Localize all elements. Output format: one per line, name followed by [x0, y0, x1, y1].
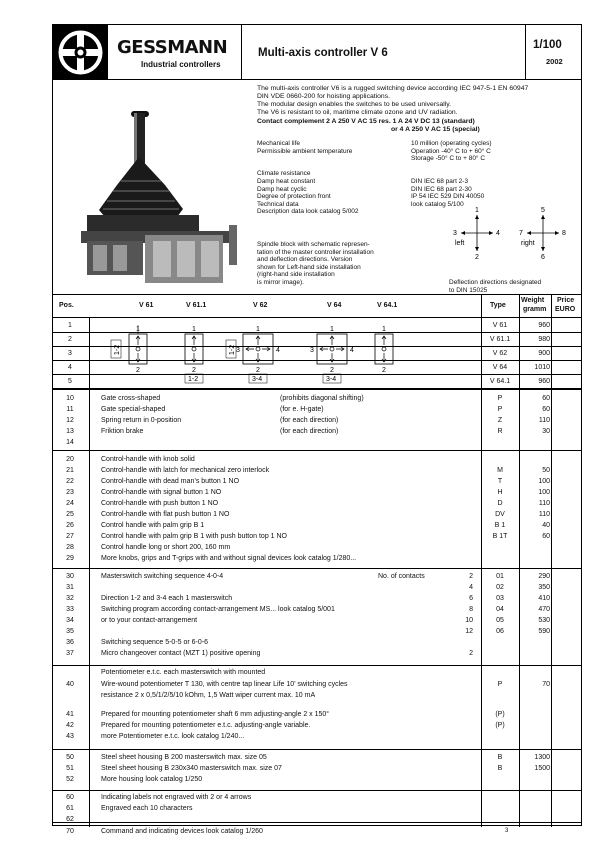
row-pos: 2	[68, 336, 72, 343]
row-type: (P)	[495, 711, 505, 718]
row-type: B 1T	[492, 533, 508, 540]
row-pos: 70	[66, 828, 74, 835]
d611-top: 1	[192, 326, 196, 333]
d641-bottom: 2	[382, 367, 386, 374]
row-w: 1300	[534, 754, 550, 761]
row-w: 110	[538, 500, 550, 507]
row-desc: Control handle with palm grip B 1	[101, 522, 205, 529]
row-desc: Direction 1-2 and 3-4 each 1 masterswitch	[101, 595, 233, 602]
row-desc: Potentiometer e.t.c. each masterswitch with mounted	[101, 669, 266, 676]
row-desc: Command and indicating devices look catalog 1/260	[101, 828, 263, 835]
row-ncv: 4	[469, 584, 473, 591]
d62-top: 1	[256, 326, 260, 333]
spec-value: look catalog 5/100	[411, 200, 464, 208]
row-w: 350	[538, 584, 550, 591]
dir-8-label: 8	[562, 230, 566, 237]
caption-line: to DIN 15025	[449, 286, 488, 294]
row-pos: 10	[66, 395, 74, 402]
d64-top: 1	[330, 326, 334, 333]
dir-2-label: 2	[475, 254, 479, 261]
col-price-unit: EURO	[555, 306, 576, 313]
row-type: D	[497, 500, 503, 507]
row-type: Z	[497, 417, 503, 424]
row-desc: Masterswitch switching sequence 4-0-4	[101, 573, 224, 580]
row-type: P	[497, 681, 503, 688]
spec-value: Storage -50° C to + 80° C	[411, 155, 486, 163]
spec-value: DIN IEC 68 part 2-30	[411, 185, 472, 193]
spec-label: Damp heat constant	[257, 177, 316, 185]
document-number: 1/100	[533, 39, 562, 51]
right-label: right	[521, 240, 535, 247]
row-type: V 61.1	[489, 336, 511, 343]
col-v611: V 61.1	[186, 302, 207, 309]
spindle-line: shown for Left-hand side installation	[257, 263, 361, 271]
datasheet	[52, 24, 582, 835]
row-pos: 41	[66, 711, 74, 718]
row-note: (for each direction)	[280, 428, 339, 435]
row-pos: 34	[66, 617, 74, 624]
row-w: 60	[542, 395, 550, 402]
row-pos: 12	[66, 417, 74, 424]
row-pos: 5	[68, 378, 72, 385]
d62-bottom: 2	[256, 367, 260, 374]
row-desc: Gate special-shaped	[101, 406, 166, 413]
spindle-line: and deflection directions. Version	[257, 256, 353, 264]
d61-side: 1-2	[114, 344, 121, 355]
spec-label: Description data look catalog 5/002	[257, 208, 359, 216]
d62-left: 3	[236, 347, 240, 354]
intro-text	[257, 85, 577, 134]
row-desc: Gate cross-shaped	[101, 395, 161, 402]
row-pos: 52	[66, 776, 74, 783]
row-pos: 26	[66, 522, 74, 529]
row-w: 1500	[534, 765, 550, 772]
row-pos: 4	[68, 364, 72, 371]
dir-4-label: 4	[496, 230, 500, 237]
d641-top: 1	[382, 326, 386, 333]
row-note: (for e. H-gate)	[280, 406, 324, 413]
dir-3-label: 3	[453, 230, 457, 237]
row-pos: 60	[66, 794, 74, 801]
row-desc: Indicating labels not engraved with 2 or 4 arrows	[101, 794, 252, 801]
spec-label: Technical data	[257, 200, 299, 208]
row-pos: 27	[66, 533, 74, 540]
row-weight: 1010	[534, 364, 550, 371]
switch-diagrams	[109, 322, 449, 386]
row-pos: 11	[66, 406, 74, 413]
row-w: 290	[538, 573, 550, 580]
row-weight: 960	[538, 322, 550, 329]
header	[53, 25, 581, 80]
row-type: V 64.1	[489, 378, 511, 385]
spec-label: Damp heat cyclic	[257, 185, 307, 193]
row-type: 02	[496, 584, 504, 591]
spec-value: Operation -40° C to + 60° C	[411, 147, 491, 155]
row-desc: Friktion brake	[101, 428, 144, 435]
row-pos: 28	[66, 544, 74, 551]
row-ncv: 10	[465, 617, 473, 624]
row-pos: 36	[66, 639, 74, 646]
row-desc: Prepared for mounting potentiometer shaft 6 mm adjusting-angle 2 x 150°	[101, 711, 330, 718]
d64-bottom: 2	[330, 367, 334, 374]
col-weight-unit: gramm	[523, 306, 547, 313]
intro-line: The modular design enables the switches to be used universally.	[257, 101, 452, 108]
row-w: 30	[542, 428, 550, 435]
row-desc: or to your contact-arrangement	[101, 617, 198, 624]
row-desc: resistance 2 x 0,5/1/2/5/10 kOhm, 1,5 Watt wiper current max. 10 mA	[101, 692, 316, 699]
page-number: 3	[505, 828, 509, 834]
row-desc: Control-handle with knob solid	[101, 456, 195, 463]
row-w: 60	[542, 406, 550, 413]
row-w: 100	[538, 478, 550, 485]
d64-right: 4	[350, 347, 354, 354]
row-weight: 900	[538, 350, 550, 357]
row-pos: 42	[66, 722, 74, 729]
brand-name: GESSMANN	[117, 37, 228, 58]
row-type: R	[497, 428, 503, 435]
row-pos: 35	[66, 628, 74, 635]
spec-label	[257, 155, 411, 163]
spec-label: Permissible ambient temperature	[257, 147, 353, 155]
col-v64: V 64	[327, 302, 342, 309]
d611-sub: 1-2	[188, 376, 199, 383]
row-desc: Control-handle with latch for mechanical zero interlock	[101, 467, 270, 474]
spindle-note	[257, 241, 407, 287]
row-desc: Switching program according contact-arrangement MS... look catalog 5/001	[101, 606, 335, 613]
row-desc: Micro changeover contact (MZT 1) positive opening	[101, 650, 261, 657]
row-weight: 960	[538, 378, 550, 385]
row-desc: Switching sequence 5-0-5 or 6-0-6	[101, 639, 209, 646]
spindle-line: tation of the master controller installation	[257, 248, 374, 256]
dir-7-label: 7	[519, 230, 523, 237]
dir-6-label: 6	[541, 254, 545, 261]
col-pos: Pos.	[59, 302, 74, 309]
intro-line: DIN VDE 0660-200 for hoisting applications.	[257, 93, 390, 100]
d61-bottom: 2	[136, 367, 140, 374]
spec-label: Climate resistance	[257, 170, 311, 178]
row-ncv: 2	[469, 573, 473, 580]
d64-sub: 3-4	[326, 376, 337, 383]
row-type: DV	[495, 511, 505, 518]
col-v641: V 64.1	[377, 302, 398, 309]
spec-value: IP 54 IEC 529 DIN 40050	[411, 193, 485, 201]
spindle-line: is mirror image).	[257, 278, 304, 286]
row-pos: 25	[66, 511, 74, 518]
product-image	[61, 85, 251, 290]
row-type: V 64	[492, 364, 508, 371]
row-w: 110	[538, 417, 550, 424]
row-w: 60	[542, 533, 550, 540]
row-w: 470	[538, 606, 550, 613]
row-pos: 29	[66, 555, 74, 562]
row-w: 40	[542, 522, 550, 529]
row-w: 70	[542, 681, 550, 688]
row-pos: 50	[66, 754, 74, 761]
row-desc: Control handle with palm grip B 1 with push button top 1 NO	[101, 533, 287, 540]
row-w: 530	[538, 617, 550, 624]
row-type: H	[497, 489, 503, 496]
row-weight: 980	[538, 336, 550, 343]
row-pos: 37	[66, 650, 74, 657]
row-w: 50	[542, 467, 550, 474]
row-type: P	[497, 395, 503, 402]
row-pos: 33	[66, 606, 74, 613]
row-ncv: 8	[469, 606, 473, 613]
d611-bottom: 2	[192, 367, 196, 374]
row-ncv: 12	[465, 628, 473, 635]
row-type: (P)	[495, 722, 505, 729]
row-desc: Control-handle with signal button 1 NO	[101, 489, 222, 496]
row-pos: 62	[66, 816, 74, 823]
gessmann-logo-icon	[53, 25, 108, 80]
row-type: B	[497, 754, 503, 761]
row-desc: Control-handle with flat push button 1 NO	[101, 511, 230, 518]
row-type: 01	[496, 573, 504, 580]
d62-sub: 3-4	[252, 376, 263, 383]
row-nc: No. of contacts	[378, 573, 425, 580]
spindle-line: Spindle block with schematic represen-	[257, 241, 370, 248]
left-label: left	[455, 240, 465, 247]
row-pos: 32	[66, 595, 74, 602]
row-pos: 21	[66, 467, 74, 474]
brand-subtitle: Industrial controllers	[141, 60, 221, 69]
row-note: (for each direction)	[280, 417, 339, 424]
deflection-caption	[449, 279, 541, 294]
row-pos: 20	[66, 456, 74, 463]
row-type: B 1	[494, 522, 506, 529]
spec-value: 10 million (operating cycles)	[411, 140, 492, 147]
row-desc: Steel sheet housing B 230x340 masterswitch max. size 07	[101, 765, 282, 772]
row-type: 06	[496, 628, 504, 635]
col-price: Price	[557, 297, 575, 304]
table-header	[53, 294, 581, 318]
page-title: Multi-axis controller V 6	[258, 47, 388, 59]
row-desc: More housing look catalog 1/250	[101, 776, 203, 783]
intro-line: The V6 is resistant to oil, maritime climate ozone and UV radiation.	[257, 109, 458, 116]
col-v62: V 62	[253, 302, 268, 309]
dir-5-label: 5	[541, 207, 545, 214]
row-w: 110	[538, 511, 550, 518]
row-pos: 22	[66, 478, 74, 485]
row-desc: Engraved each 10 characters	[101, 805, 193, 812]
row-pos: 23	[66, 489, 74, 496]
row-ncv: 6	[469, 595, 473, 602]
d61-top: 1	[136, 326, 140, 333]
col-weight: Weight	[521, 297, 545, 304]
intro-line: The multi-axis controller V6 is a rugged switching device according IEC 947-5-1 EN 60947	[257, 85, 529, 92]
row-desc: Wire-wound potentiometer T 130, with centre tap linear Life 10’ switching cycles	[101, 681, 348, 688]
row-note: (prohibits diagonal shifting)	[280, 395, 364, 402]
spindle-line: (right-hand side installation	[257, 271, 335, 279]
row-pos: 1	[68, 322, 72, 329]
row-pos: 31	[66, 584, 74, 591]
row-desc: Control-handle with dead man’s button 1 NO	[101, 478, 240, 485]
row-pos: 24	[66, 500, 74, 507]
caption-line: Deflection directions designated	[449, 279, 542, 286]
row-type: M	[497, 467, 503, 474]
row-desc: Prepared for mounting potentiometer e.t.c. adjusting-angle variable.	[101, 722, 311, 729]
d62-right: 4	[276, 347, 280, 354]
contact-line-1: Contact complement 2 A 250 V AC 15 res. 1 A 24 V DC 13 (standard)	[257, 118, 475, 125]
row-type: V 62	[492, 350, 508, 357]
row-type: V 61	[492, 322, 508, 329]
row-type: T	[497, 478, 503, 485]
document-year: 2002	[546, 57, 563, 66]
row-pos: 43	[66, 733, 74, 740]
row-type: B	[497, 765, 503, 772]
row-w: 100	[538, 489, 550, 496]
row-type: 03	[496, 595, 504, 602]
row-pos: 51	[66, 765, 74, 772]
row-desc: More knobs, grips and T-grips with and without signal devices look catalog 1/280...	[101, 555, 357, 562]
dir-1-label: 1	[475, 207, 479, 214]
d62-side: 1-2	[229, 344, 236, 355]
row-type: 04	[496, 606, 504, 613]
row-ncv: 2	[469, 650, 473, 657]
row-desc: Control handle long or short 200, 160 mm	[101, 544, 231, 551]
row-pos: 3	[68, 350, 72, 357]
row-desc: Steel sheet housing B 200 masterswitch max. size 05	[101, 754, 267, 761]
spec-value: DIN IEC 68 part 2-3	[411, 177, 469, 185]
row-w: 590	[538, 628, 550, 635]
d64-left: 3	[310, 347, 314, 354]
col-v61: V 61	[139, 302, 154, 309]
row-type: P	[497, 406, 503, 413]
row-type: 05	[496, 617, 504, 624]
spec-label: Mechanical life	[257, 140, 300, 147]
row-pos: 13	[66, 428, 74, 435]
spec-label: Degree of protection front	[257, 193, 331, 201]
row-pos: 14	[66, 439, 74, 446]
row-pos: 61	[66, 805, 74, 812]
row-desc: more Potentiometer e.t.c. look catalog 1/240...	[101, 733, 245, 740]
contact-line-2: or 4 A 250 V AC 15 (special)	[391, 126, 480, 133]
col-type: Type	[490, 302, 506, 309]
row-desc: Spring return in 0-position	[101, 417, 182, 424]
row-pos: 30	[66, 573, 74, 580]
row-pos: 40	[66, 681, 74, 688]
row-desc: Control-handle with push button 1 NO	[101, 500, 219, 507]
row-w: 410	[538, 595, 550, 602]
